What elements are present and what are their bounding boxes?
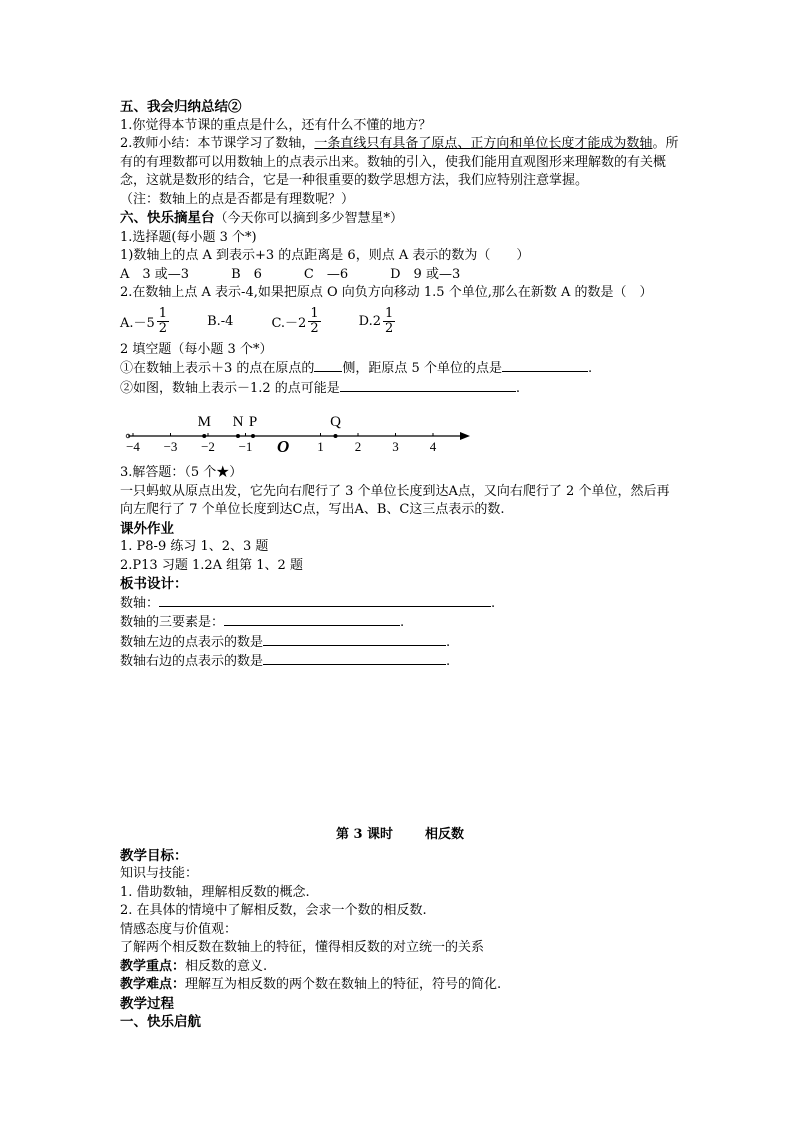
choice-question-2: 2.在数轴上点 A 表示-4,如果把原点 O 向负方向移动 1.5 个单位,那么在新数 A 的数是（ ） (120, 285, 653, 300)
number-line-point-n (236, 434, 240, 438)
number-line-tick-label: −1 (238, 439, 253, 454)
part6-heading-line (120, 209, 680, 229)
summary-rest: 。所有的有理数都可以用数轴上的点表示出来。数轴的引入，使我们能用直观图形来理解数的有关概念，这就是数形的结合，它是一种很重要的数学思想方法，我们应特别注意掌握。 (120, 136, 679, 188)
goals-heading: 教学目标： (120, 847, 188, 864)
number-line-figure (120, 402, 480, 460)
board-end: . (491, 595, 496, 611)
number-line-tick-label: 2 (354, 439, 362, 454)
fraction (383, 307, 395, 336)
choice-title: 1.选择题(每小题 3 个*) (120, 229, 257, 245)
lesson-title (120, 826, 680, 845)
board-label: 数轴右边的点表示的数是 (120, 654, 264, 669)
process-heading: 教学过程 (120, 995, 174, 1012)
board-line-4 (120, 652, 680, 672)
answer-blank[interactable] (340, 379, 516, 392)
fraction-numerator: 1 (384, 306, 394, 321)
part5-heading: 五、我会归纳总结② (120, 99, 242, 115)
frac-option-a (120, 307, 169, 336)
number-line-points (198, 414, 342, 438)
number-line-point-label: P (248, 414, 258, 430)
number-line-arrow-icon (460, 432, 470, 440)
answer-blank[interactable] (314, 359, 342, 372)
lesson-title-number: 第 3 课时 (335, 827, 394, 842)
frac-option-label: C.－2 (271, 316, 307, 331)
frac-option-b (207, 314, 233, 329)
board-end: . (446, 654, 451, 669)
lesson-title-topic: 相反数 (425, 827, 465, 842)
homework-item-2: 2.P13 习题 1.2A 组第 1、2 题 (120, 557, 303, 573)
frac-option-c (271, 307, 320, 336)
number-line-tick-label: 1 (317, 439, 324, 454)
option-c: C —6 (303, 266, 349, 282)
number-line-point-q (334, 434, 338, 438)
board-heading: 板书设计： (120, 576, 188, 592)
answer-blank[interactable] (224, 613, 400, 626)
option-b: B 6 (231, 266, 262, 282)
board-label: 数轴左边的点表示的数是 (120, 634, 264, 650)
part1-heading: 一、快乐启航 (120, 1014, 201, 1030)
option-d: D 9 或—3 (390, 266, 461, 282)
number-line-tick-label: −4 (126, 439, 140, 454)
answer-blank[interactable] (263, 633, 446, 646)
answer-blank[interactable] (159, 594, 491, 607)
fill-q1-part-a: ①在数轴上表示＋3 的点在原点的 (120, 361, 315, 376)
frac-option-label: B.-4 (207, 314, 234, 329)
frac-option-label: A.－5 (120, 316, 155, 331)
fraction (157, 307, 169, 336)
teacher-summary (120, 135, 680, 191)
board-label: 数轴： (120, 595, 160, 611)
number-line-tick-label: −2 (201, 439, 215, 454)
fraction (308, 307, 320, 336)
answer-blank[interactable] (263, 652, 446, 665)
homework-item-1: 1. P8-9 练习 1、2、3 题 (120, 539, 269, 554)
board-line-2 (120, 613, 680, 633)
fill-title: 2 填空题（每小题 3 个*） (120, 341, 273, 357)
frac-option-label: D.2 (358, 314, 381, 329)
worksheet-page (120, 98, 680, 672)
emotion-heading: 情感态度与价值观： (120, 921, 238, 937)
key-point (120, 958, 680, 977)
key-label: 教学重点： (120, 958, 186, 974)
part6-heading: 六、快乐摘星台 (120, 210, 215, 226)
difficulty-point (120, 976, 680, 995)
fraction-denominator: 2 (384, 321, 394, 336)
fill-question-2 (120, 379, 680, 399)
solve-title: 3.解答题：（5 个★） (120, 465, 243, 480)
part5-note: （注：数轴上的点是否都是有理数呢？） (120, 191, 355, 207)
number-line-point-label: M (197, 414, 211, 430)
goal-1: 1. 借助数轴，理解相反数的概念. (120, 884, 310, 900)
fraction-denominator: 2 (310, 321, 319, 336)
summary-lead: 2.教师小结：本节课学习了数轴， (120, 136, 315, 151)
answer-blank[interactable] (502, 359, 588, 372)
fraction-denominator: 2 (158, 321, 168, 336)
number-line-tick-label: 3 (392, 439, 399, 454)
number-line-point-label: Q (330, 414, 341, 430)
difficulty-label: 教学难点： (120, 977, 186, 992)
number-line-point-label: N (232, 414, 244, 430)
board-line-3 (120, 633, 680, 653)
number-line-point-m (202, 434, 206, 438)
fill-q2-text: ②如图，数轴上表示－1.2 的点可能是 (120, 380, 340, 396)
number-line-tick-label: −3 (163, 439, 178, 454)
number-line-point-p (251, 434, 255, 438)
summary-underlined-2: 轴 (639, 136, 653, 151)
knowledge-heading: 知识与技能： (120, 866, 199, 881)
part5-question-1: 1.你觉得本节课的重点是什么，还有什么不懂的地方？ (120, 117, 432, 133)
difficulty-text: 理解互为相反数的两个数在数轴上的特征，符号的简化. (185, 977, 502, 992)
fill-q1-part-b: 侧，距原点 5 个单位的点是 (342, 361, 502, 376)
number-line-tick-label: 4 (429, 439, 437, 454)
part6-heading-suffix: （今天你可以摘到多少智慧星*） (214, 211, 404, 226)
frac-option-d (359, 307, 396, 336)
option-a: A 3 或—3 (120, 266, 190, 282)
board-label: 数轴的三要素是： (120, 615, 225, 630)
board-line-1 (120, 594, 680, 614)
fill-question-1 (120, 359, 680, 379)
summary-underlined: 一条直线只有具备了原点、正方向和单位长度才能成为数 (314, 136, 640, 151)
fraction-numerator: 1 (158, 306, 168, 321)
key-text: 相反数的意义. (185, 958, 268, 974)
fraction-numerator: 1 (310, 306, 319, 321)
board-end: . (446, 634, 451, 650)
solve-text: 一只蚂蚁从原点出发，它先向右爬行了 3 个单位长度到达A点，又向右爬行了 2 个单位，然后再向左爬行了 7 个单位长度到达C点，写出A、B、C这三点表示的数. (120, 483, 670, 517)
lesson3-section (120, 826, 680, 1032)
board-end: . (400, 615, 405, 630)
fill-q1-end: . (587, 361, 593, 376)
goal-2: 2. 在具体的情境中了解相反数，会求一个数的相反数. (120, 903, 427, 918)
emotion-text: 了解两个相反数在数轴上的特征，懂得相反数的对立统一的关系 (120, 940, 485, 955)
origin-label: O (277, 437, 290, 456)
fill-q2-end: . (515, 380, 520, 396)
choice-q1-options (120, 266, 680, 285)
homework-heading: 课外作业 (120, 520, 174, 537)
choice-question-1: 1)数轴上的点 A 到表示+3 的点距离是 6，则点 A 表示的数为（ ） (120, 248, 530, 263)
choice-q2-options (120, 303, 680, 341)
